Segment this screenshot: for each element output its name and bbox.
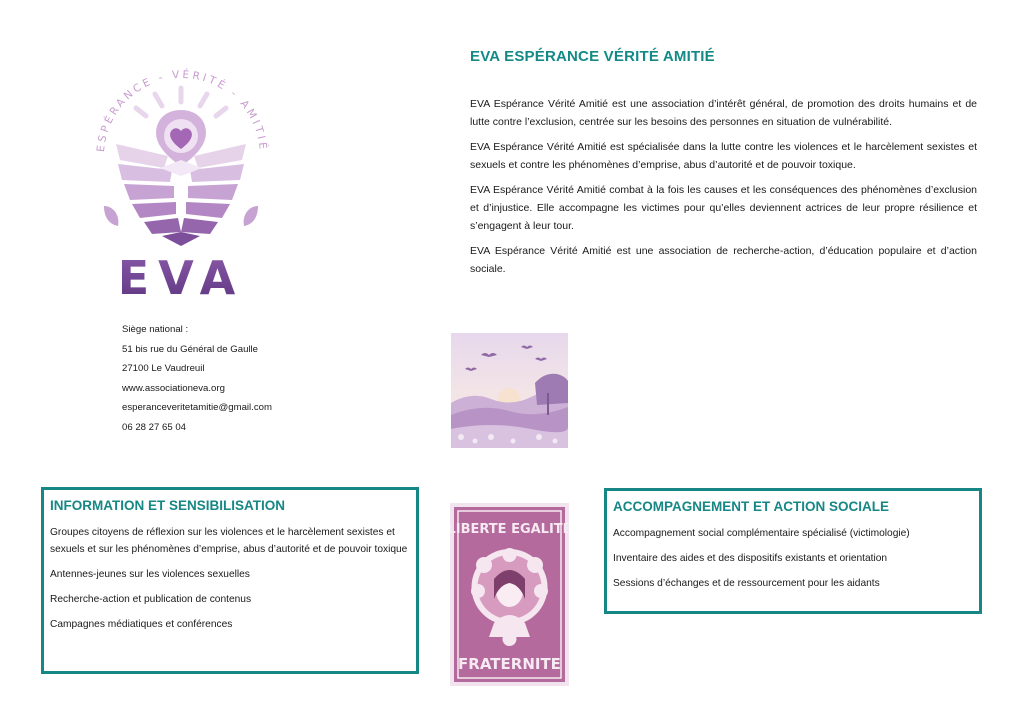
social-action-box-title: ACCOMPAGNEMENT ET ACTION SOCIALE — [613, 499, 889, 514]
address-city: 27100 Le Vaudreuil — [122, 363, 205, 374]
svg-text:ESPÉRANCE - VÉRITÉ - AMITIÉ: ESPÉRANCE - VÉRITÉ - AMITIÉ — [94, 68, 270, 153]
social-action-box — [604, 488, 982, 614]
list-item: Campagnes médiatiques et conférences — [50, 619, 233, 630]
information-box — [41, 487, 419, 674]
intro-paragraph: EVA Espérance Vérité Amitié combat à la fois les causes et les conséquences des phénomènes d’exclusion et d’injustice. Elle accompagne les victimes pour qu’elles deviennent actrices de leur propre résilience et s’engagent à leur tour. — [470, 184, 977, 232]
eva-wordmark — [92, 254, 270, 304]
liberte-poster — [450, 503, 569, 686]
svg-text:EVA: EVA — [117, 254, 245, 304]
poster-artwork — [450, 503, 569, 686]
intro-paragraph: EVA Espérance Vérité Amitié est une association de recherche-action, d’éducation populaire et d’action sociale. — [470, 245, 977, 275]
contact-block — [122, 320, 272, 437]
intro-text — [470, 95, 977, 285]
email-link[interactable]: esperanceveritetamitie@gmail.com — [122, 402, 272, 413]
lotus-heart-emblem — [102, 56, 260, 256]
list-item: Antennes-jeunes sur les violences sexuelles — [50, 569, 250, 580]
address-label: Siège national : — [122, 324, 189, 335]
list-item: Inventaire des aides et des dispositifs existants et orientation — [613, 553, 888, 564]
page-title: EVA ESPÉRANCE VÉRITÉ AMITIÉ — [470, 48, 715, 65]
eva-logo — [92, 56, 270, 302]
landscape-illustration — [451, 333, 568, 448]
svg-text:FRATERNITE: FRATERNITE — [458, 655, 561, 673]
website-link[interactable]: www.associationeva.org — [122, 382, 225, 394]
list-item: Sessions d’échanges et de ressourcement pour les aidants — [613, 578, 880, 589]
list-item: Accompagnement social complémentaire spécialisé (victimologie) — [613, 528, 910, 539]
svg-text:LIBERTE EGALITE: LIBERTE EGALITE — [450, 522, 569, 537]
list-item: Recherche-action et publication de contenus — [50, 594, 252, 605]
logo-word-eva — [92, 254, 270, 316]
information-box-title: INFORMATION ET SENSIBILISATION — [50, 498, 285, 513]
list-item: Groupes citoyens de réflexion sur les violences et le harcèlement sexistes et sexuels et sur les phénomènes d’emprise, abus d’autorité et de pouvoir toxique — [50, 527, 408, 555]
address-street: 51 bis rue du Général de Gaulle — [122, 343, 258, 355]
intro-paragraph: EVA Espérance Vérité Amitié est une association d’intérêt général, de promotion des droits humains et de lutte contre l’exclusion, centrée sur les besoins des personnes en situation de vulnérabilité. — [470, 98, 977, 128]
intro-paragraph: EVA Espérance Vérité Amitié est spécialisée dans la lutte contre les violences et le harcèlement sexistes et sexuels et contre les phénomènes d’emprise, abus d’autorité et de pouvoir toxique. — [470, 141, 977, 171]
phone-number: 06 28 27 65 04 — [122, 421, 187, 433]
